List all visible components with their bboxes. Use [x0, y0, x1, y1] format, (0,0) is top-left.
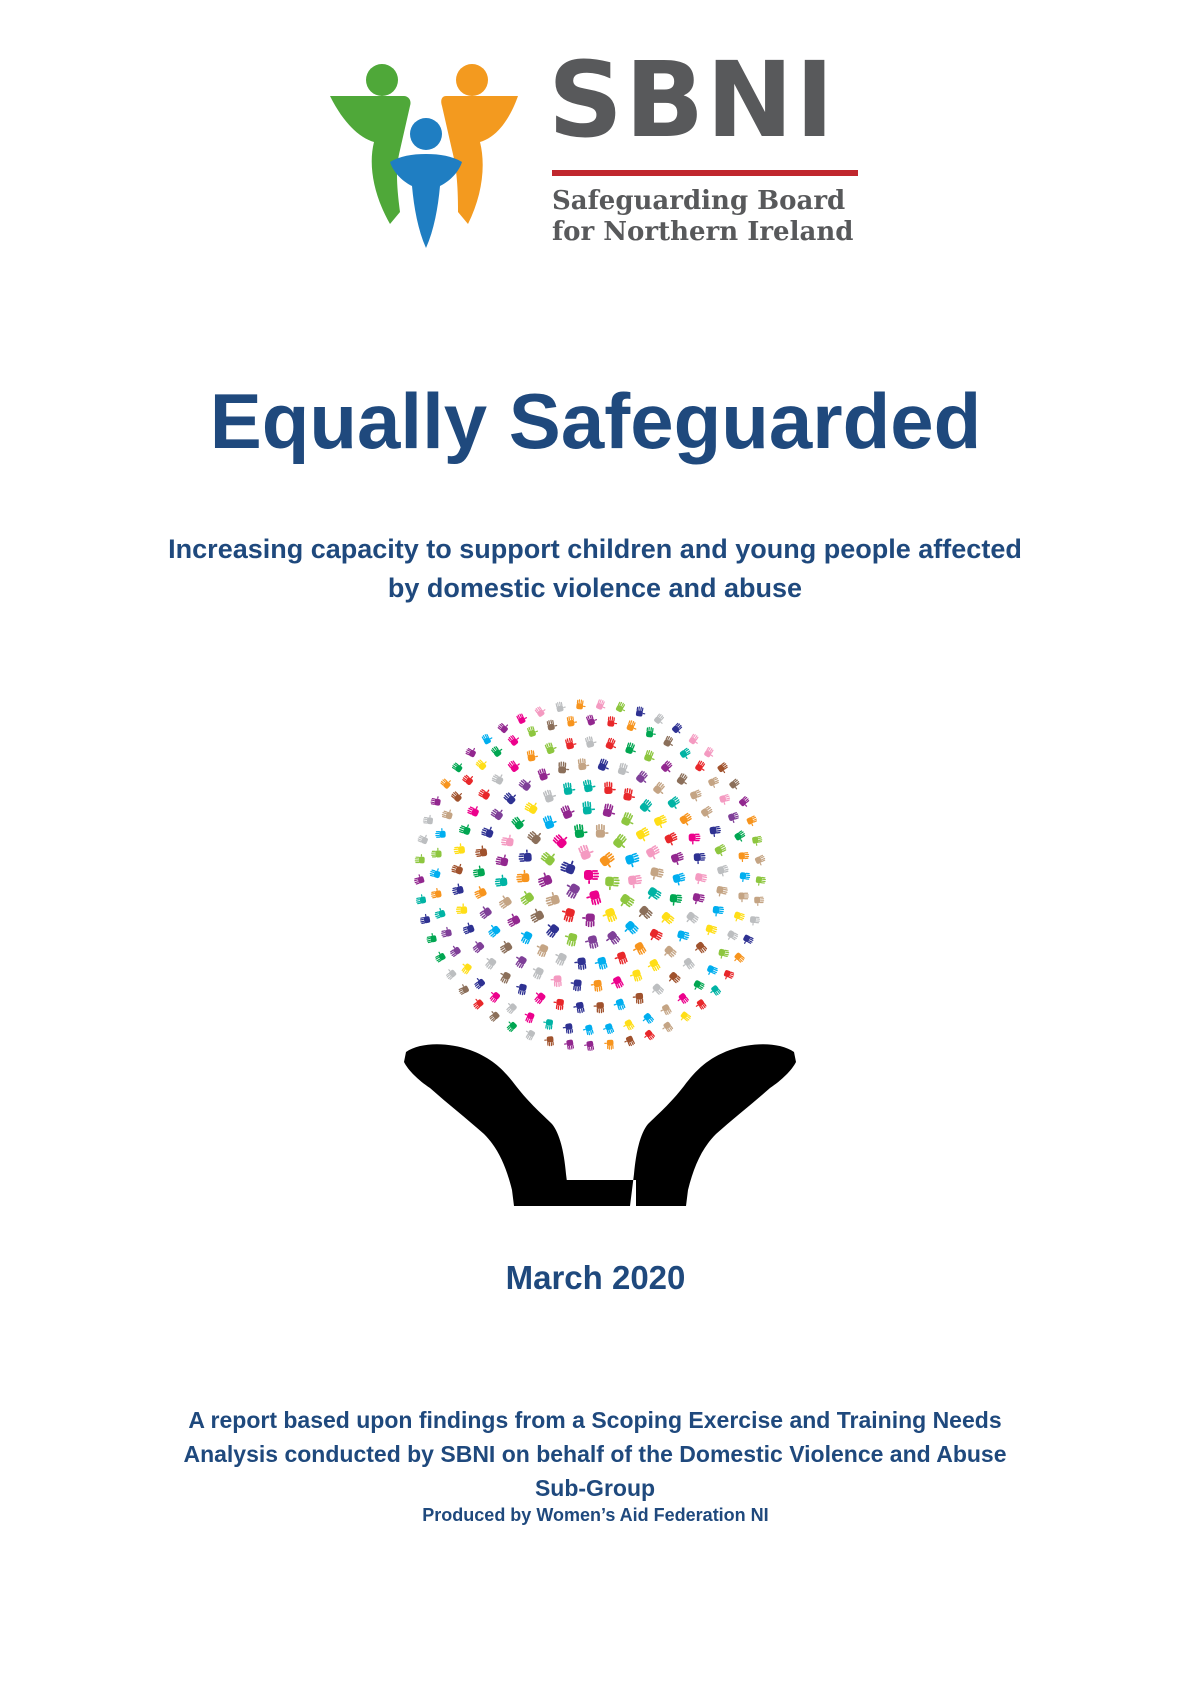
- handprint-mark: [694, 853, 706, 865]
- handprint-mark: [593, 1002, 604, 1013]
- handprint-mark: [465, 745, 478, 758]
- handprint-mark: [574, 957, 587, 970]
- handprint-mark: [672, 872, 687, 886]
- handprint-mark: [741, 934, 754, 947]
- handprint-mark: [482, 955, 497, 970]
- handprint-mark: [451, 883, 464, 896]
- handprint-mark: [461, 772, 475, 786]
- handprint-mark: [457, 983, 470, 996]
- subtitle-line1: Increasing capacity to support children and young people affected: [168, 534, 1022, 564]
- handprint-mark: [470, 939, 485, 954]
- handprint-mark: [507, 758, 522, 773]
- handprint-mark: [563, 781, 576, 795]
- handprint-mark: [453, 843, 465, 854]
- producer-credit: Produced by Women’s Aid Federation NI: [422, 1505, 769, 1525]
- sbni-logo: [330, 39, 860, 252]
- handprint-mark: [552, 951, 568, 967]
- handprint-mark: [451, 862, 465, 875]
- handprint-mark: [738, 852, 749, 862]
- handprint-mark: [617, 762, 631, 776]
- handprint-mark: [719, 794, 732, 806]
- handprint-mark: [635, 826, 652, 843]
- handprint-mark: [605, 877, 620, 891]
- handprint-mark: [676, 772, 691, 787]
- page-subtitle: [145, 530, 1045, 608]
- handprint-mark: [728, 812, 741, 825]
- handprint-mark: [553, 998, 564, 1010]
- handprint-mark: [623, 1035, 636, 1048]
- handprint-mark: [559, 857, 577, 875]
- handprint-mark: [622, 1019, 636, 1033]
- handprint-mark: [620, 811, 636, 828]
- report-line2: Analysis conducted by SBNI on behalf of the Domestic Violence and Abuse: [183, 1441, 1007, 1467]
- handprint-mark: [461, 921, 475, 935]
- handprint-mark: [413, 873, 425, 885]
- handprint-mark: [662, 945, 678, 961]
- handprint-mark: [660, 760, 675, 775]
- handprint-mark: [692, 893, 706, 906]
- subtitle-line2: by domestic violence and abuse: [387, 573, 803, 603]
- handprint-mark: [507, 732, 521, 746]
- handprint-mark: [490, 805, 506, 821]
- handprint-mark: [694, 873, 708, 886]
- handprint-mark: [738, 893, 748, 903]
- handprint-mark: [526, 827, 544, 845]
- handprint-mark: [585, 735, 598, 748]
- people-logo-icon: [330, 62, 530, 252]
- handprint-mark: [472, 976, 486, 990]
- handprint-mark: [472, 865, 486, 878]
- handprint-mark: [433, 950, 446, 963]
- report-line1: A report based upon findings from a Scoping Exercise and Training Needs: [188, 1407, 1002, 1433]
- logo-subtitle: [552, 186, 872, 248]
- handprint-mark: [692, 980, 706, 993]
- handprint-mark: [537, 767, 551, 782]
- handprint-mark: [746, 815, 759, 827]
- logo-divider: [552, 170, 858, 176]
- handprint-mark: [466, 803, 480, 817]
- handprint-mark: [583, 778, 597, 792]
- handprint-mark: [451, 760, 464, 773]
- handprint-mark: [604, 930, 622, 948]
- handprint-mark: [481, 732, 494, 745]
- handprint-mark: [584, 1041, 595, 1052]
- handprint-mark: [523, 1028, 536, 1041]
- handprint-mark: [562, 1023, 573, 1035]
- handprint-mark: [663, 735, 676, 749]
- handprint-mark: [609, 975, 624, 990]
- report-date: March 2020: [505, 1259, 686, 1296]
- handprint-mark: [458, 822, 472, 835]
- handprint-mark: [504, 1019, 518, 1033]
- handprint-mark: [612, 998, 626, 1012]
- handprint-mark: [703, 746, 716, 759]
- handprint-mark: [459, 961, 473, 975]
- handprint-mark: [595, 699, 607, 712]
- handprint-mark: [708, 985, 721, 998]
- handprint-mark: [475, 757, 489, 771]
- handprint-mark: [456, 903, 467, 914]
- handprint-mark: [474, 845, 487, 857]
- handprint-mark: [585, 890, 602, 907]
- handprint-mark: [734, 830, 748, 844]
- handprint-mark: [477, 904, 493, 920]
- handprint-mark: [562, 881, 581, 900]
- handprint-mark: [426, 932, 437, 943]
- handprint-mark: [497, 970, 511, 985]
- handprint-mark: [653, 713, 666, 727]
- handprint-mark: [578, 842, 596, 860]
- handprint-mark: [604, 1040, 614, 1050]
- handprint-mark: [540, 848, 559, 866]
- handprint-mark: [431, 848, 442, 858]
- handprint-mark: [642, 1029, 655, 1043]
- handprint-mark: [528, 907, 545, 924]
- handprint-mark: [650, 983, 665, 998]
- handprint-mark: [487, 989, 501, 1003]
- handprint-mark: [755, 876, 766, 886]
- handprint-mark: [497, 720, 511, 733]
- handprint-mark: [652, 781, 668, 797]
- handprint-mark: [444, 967, 458, 980]
- handprint-mark: [530, 965, 545, 980]
- handprint-globe-icon: [400, 690, 800, 1210]
- handprint-mark: [560, 803, 576, 820]
- handprint-mark: [597, 758, 612, 773]
- handprint-mark: [448, 944, 462, 958]
- handprint-mark: [688, 733, 701, 746]
- report-line3: Sub-Group: [534, 1475, 656, 1501]
- handprint-mark: [717, 864, 731, 877]
- handprint-mark: [544, 1036, 554, 1047]
- handprint-mark: [586, 713, 599, 726]
- handprint-mark: [617, 893, 635, 911]
- handprint-mark: [563, 1039, 574, 1050]
- handprint-mark: [704, 924, 718, 937]
- handprint-mark: [659, 911, 676, 928]
- handprint-mark: [522, 1011, 535, 1024]
- handprint-mark: [440, 926, 452, 938]
- handprint-mark: [625, 742, 638, 756]
- handprint-mark: [542, 813, 558, 829]
- handprint-mark: [526, 749, 538, 762]
- handprint-mark: [694, 760, 708, 774]
- handprint-mark: [518, 849, 532, 862]
- handprint-mark: [604, 781, 616, 793]
- handprint-mark: [505, 912, 521, 928]
- handprint-mark: [694, 999, 707, 1012]
- handprint-mark: [679, 747, 693, 761]
- handprint-mark: [636, 706, 647, 717]
- handprint-mark: [550, 975, 562, 987]
- handprint-mark: [576, 699, 586, 710]
- handprint-mark: [594, 956, 608, 971]
- handprint-mark: [678, 1011, 691, 1024]
- handprint-mark: [739, 872, 750, 883]
- handprint-mark: [733, 911, 746, 924]
- holding-hands-icon: [404, 1044, 796, 1206]
- page-title: Equally Safeguarded: [209, 377, 982, 465]
- handprint-mark: [601, 907, 618, 924]
- handprint-mark: [491, 771, 506, 785]
- handprint-mark: [669, 894, 682, 907]
- handprint-mark: [653, 814, 669, 829]
- handprint-mark: [419, 913, 430, 924]
- handprint-mark: [700, 805, 715, 820]
- handprint-mark: [681, 957, 696, 972]
- handprint-mark: [718, 949, 730, 960]
- handprint-mark: [646, 727, 657, 738]
- handprint-mark: [712, 906, 724, 917]
- handprint-mark: [612, 833, 630, 852]
- handprint-mark: [722, 970, 735, 982]
- handprint-mark: [441, 808, 454, 820]
- handprint-mark: [510, 814, 527, 831]
- handprint-mark: [670, 851, 685, 866]
- handprint-mark: [440, 776, 454, 790]
- logo-subtitle-line2: for Northern Ireland: [552, 217, 854, 247]
- handprint-mark: [542, 788, 557, 803]
- handprint-mark: [602, 803, 617, 819]
- handprint-mark: [574, 823, 588, 838]
- handprint-mark: [679, 812, 695, 828]
- handprint-mark: [644, 749, 658, 763]
- handprint-mark: [667, 795, 683, 811]
- handprint-mark: [517, 929, 533, 945]
- handprint-mark: [563, 932, 578, 948]
- handprint-mark: [649, 867, 664, 882]
- handprint-mark: [544, 741, 558, 755]
- handprint-mark: [584, 870, 599, 884]
- handprint-mark: [573, 1002, 585, 1015]
- handprint-mark: [430, 887, 442, 898]
- handprint-mark: [516, 712, 529, 725]
- handprint-mark: [628, 875, 643, 889]
- handprint-mark: [632, 993, 643, 1005]
- handprint-mark: [596, 824, 609, 838]
- handprint-mark: [430, 795, 441, 806]
- handprint-mark: [708, 776, 721, 789]
- handprint-mark: [676, 930, 690, 944]
- handprint-mark: [435, 828, 446, 838]
- handprint-mark: [729, 778, 742, 791]
- handprint-mark: [497, 939, 513, 954]
- handprint-mark: [415, 854, 425, 864]
- handprint-mark: [415, 894, 426, 905]
- handprint-mark: [689, 789, 703, 803]
- handprint-mark: [560, 907, 576, 923]
- handprint-mark: [664, 832, 680, 848]
- handprint-mark: [450, 789, 464, 803]
- handprint-mark: [490, 744, 504, 758]
- logo-subtitle-line1: Safeguarding Board: [552, 186, 846, 216]
- handprint-mark: [512, 954, 527, 970]
- handprint-mark: [495, 853, 509, 867]
- handprint-mark: [515, 983, 527, 996]
- handprint-mark: [629, 969, 643, 984]
- handprint-mark: [676, 992, 690, 1006]
- handprint-mark: [531, 990, 546, 1005]
- handprint-mark: [725, 930, 739, 944]
- handprint-mark: [494, 874, 507, 887]
- handprint-mark: [754, 896, 764, 906]
- handprint-mark: [605, 737, 619, 751]
- handprint-mark: [485, 923, 501, 939]
- handprint-mark: [709, 826, 721, 838]
- handprint-mark: [607, 716, 618, 727]
- handprint-mark: [622, 920, 640, 938]
- handprint-mark: [645, 844, 662, 861]
- handprint-mark: [646, 958, 661, 974]
- handprint-mark: [546, 719, 557, 731]
- handprint-mark: [487, 1009, 501, 1022]
- handprint-mark: [501, 834, 515, 847]
- handprint-mark: [496, 893, 513, 909]
- handprint-mark: [623, 788, 636, 802]
- handprint-mark: [693, 941, 708, 956]
- handprint-mark: [714, 843, 729, 857]
- handprint-mark: [615, 701, 628, 714]
- handprint-mark: [477, 786, 492, 801]
- handprint-mark: [567, 715, 578, 727]
- handprint-mark: [659, 1004, 672, 1018]
- handprint-mark: [555, 701, 566, 713]
- handprint-mark: [534, 704, 547, 717]
- handprint-mark: [544, 891, 561, 907]
- handprint-mark: [645, 886, 663, 903]
- handprint-mark: [534, 942, 549, 958]
- handprint-mark: [471, 997, 485, 1010]
- handprint-mark: [524, 799, 540, 815]
- handprint-mark: [639, 798, 656, 815]
- handprint-mark: [518, 776, 534, 792]
- handprint-mark: [517, 889, 535, 906]
- handprint-mark: [738, 795, 752, 808]
- handprint-mark: [472, 885, 487, 900]
- handprint-mark: [684, 911, 700, 927]
- handprint-mark: [536, 871, 553, 888]
- handprint-mark: [504, 1001, 518, 1015]
- handprint-mark: [689, 833, 701, 844]
- handprint-mark: [423, 814, 434, 824]
- handprint-mark: [570, 979, 582, 992]
- handprint-mark: [636, 905, 654, 923]
- handprint-mark: [602, 1023, 615, 1036]
- handprint-mark: [624, 852, 641, 868]
- handprint-mark: [613, 951, 628, 966]
- handprint-mark: [750, 916, 761, 926]
- handprint-mark: [641, 1012, 655, 1026]
- handprint-mark: [429, 866, 442, 878]
- handprint-mark: [590, 980, 602, 993]
- handprint-mark: [631, 941, 647, 957]
- handprint-mark: [661, 1021, 674, 1034]
- handprint-mark: [635, 770, 651, 786]
- handprint-mark: [558, 761, 569, 773]
- handprint-mark: [480, 824, 495, 838]
- handprint-mark: [578, 758, 590, 771]
- handprint-mark: [599, 851, 619, 870]
- handprint-mark: [582, 801, 595, 815]
- handprint-globe: [413, 699, 768, 1052]
- handprint-mark: [584, 935, 599, 950]
- handprint-mark: [527, 725, 540, 738]
- handprint-mark: [543, 921, 561, 939]
- handprint-mark: [626, 719, 639, 732]
- handprint-mark: [754, 854, 767, 867]
- handprint-mark: [752, 836, 763, 847]
- handprint-mark: [666, 971, 681, 986]
- handprint-mark: [671, 722, 685, 736]
- handprint-mark: [705, 965, 718, 978]
- sbni-wordmark: SBNI: [548, 39, 836, 161]
- handprint-mark: [433, 907, 446, 919]
- handprint-mark: [552, 831, 571, 850]
- handprint-mark: [542, 1019, 553, 1031]
- report-description: [140, 1403, 1050, 1505]
- handprint-mark: [565, 737, 578, 750]
- handprint-mark: [716, 886, 729, 898]
- handprint-mark: [732, 952, 746, 965]
- handprint-mark: [582, 1024, 594, 1036]
- handprint-mark: [582, 913, 595, 927]
- handprint-mark: [647, 928, 663, 944]
- handprint-mark: [503, 789, 519, 805]
- handprint-mark: [417, 832, 430, 844]
- handprint-mark: [516, 870, 530, 883]
- handprint-mark: [717, 762, 730, 775]
